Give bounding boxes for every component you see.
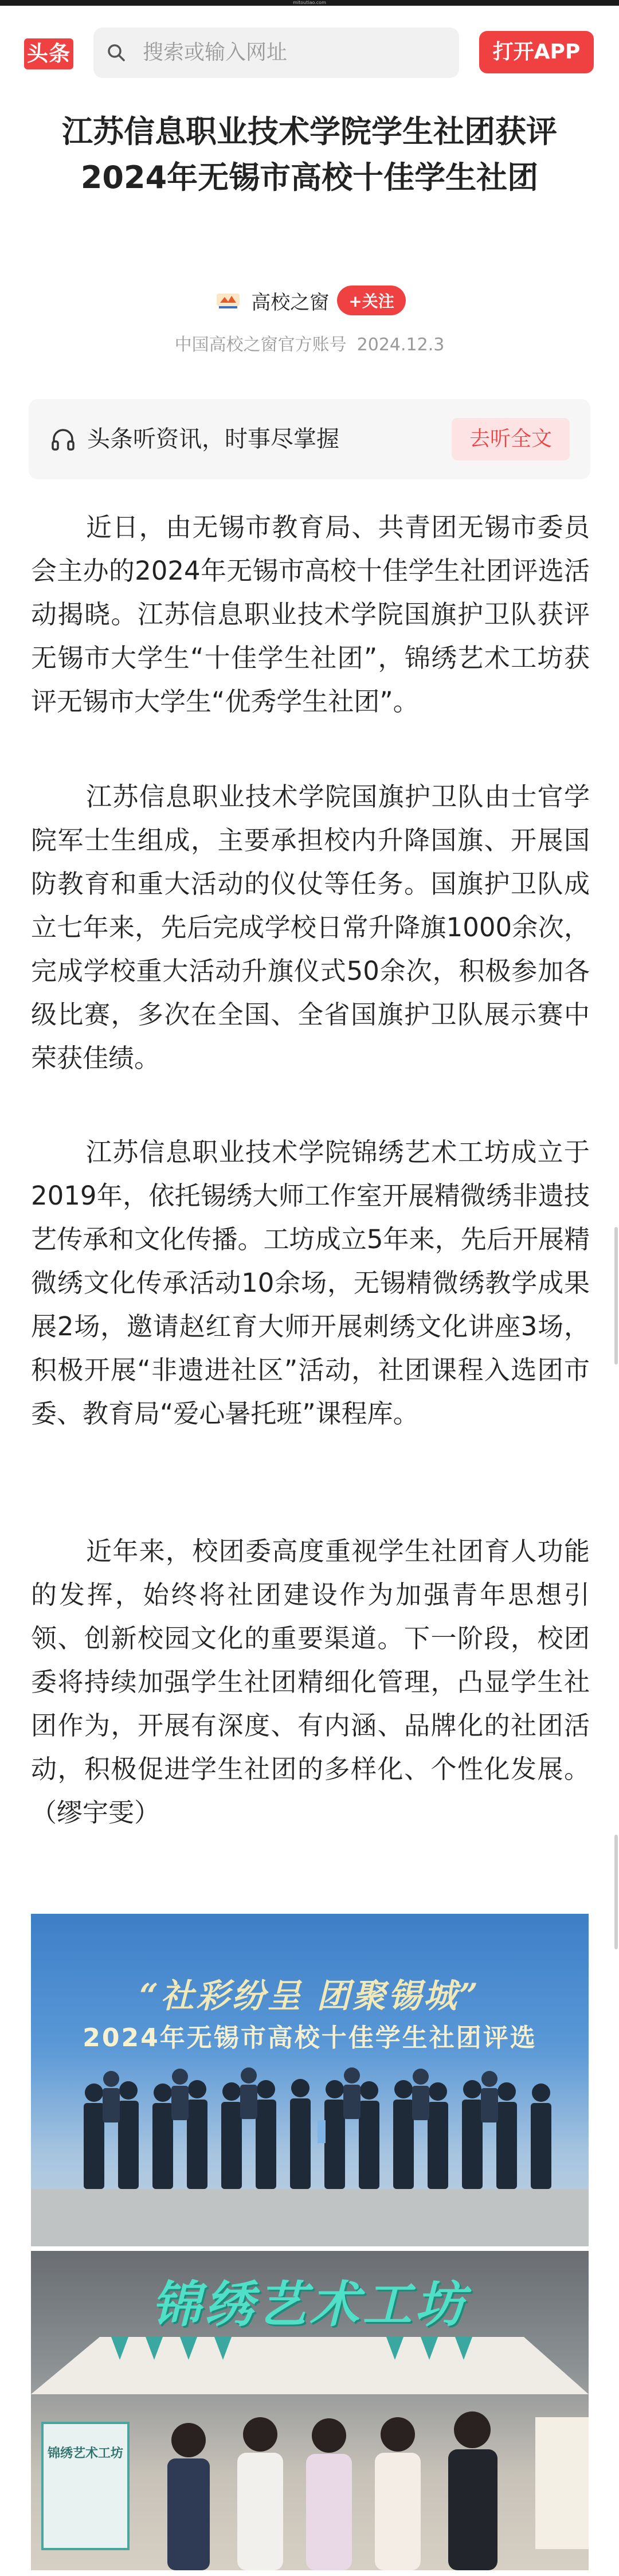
follow-button[interactable]: +关注 bbox=[337, 286, 405, 315]
search-placeholder: 搜索或输入网址 bbox=[143, 41, 288, 64]
scrollbar-track-marker bbox=[614, 1835, 618, 1949]
article-paragraph: 近日，由无锡市教育局、共青团无锡市委员会主办的2024年无锡市高校十佳学生社团评选活动揭晓。江苏信息职业技术学院国旗护卫队获评无锡市大学生“十佳学生社团”，锦绣艺术工坊获评无锡市大学生“优秀学生社团”。 bbox=[31, 512, 590, 717]
top-bar bbox=[0, 6, 619, 101]
author-row bbox=[0, 286, 619, 320]
author-name[interactable]: 高校之窗 bbox=[251, 291, 330, 314]
article-meta bbox=[0, 330, 619, 355]
photo1-banner-slogan: “社彩纷呈 团聚锡城” bbox=[139, 1976, 480, 2015]
listen-banner bbox=[29, 399, 590, 479]
search-bar[interactable] bbox=[93, 28, 459, 78]
status-bar bbox=[0, 0, 619, 6]
status-url: mitoutiao.com bbox=[293, 0, 326, 5]
toutiao-logo[interactable]: 头条 bbox=[24, 38, 73, 69]
headphones-icon bbox=[50, 427, 76, 452]
photo2-board-text: 锦绣艺术工坊 bbox=[47, 2446, 123, 2461]
flag-guard-photo[interactable] bbox=[31, 1914, 589, 2246]
article-paragraph: 江苏信息职业技术学院锦绣艺术工坊成立于2019年，依托锡绣大师工作室开展精微绣非遗技艺传承和文化传播。工坊成立5年来，先后开展精微绣文化传承活动10余场，无锡精微绣教学成果展2场，邀请赵红育大师开展刺绣文化讲座3场，积极开展“非遗进社区”活动，社团课程入选团市委、教育局“爱心暑托班”课程库。 bbox=[31, 1137, 590, 1429]
scrollbar-thumb[interactable] bbox=[614, 1227, 618, 1365]
open-app-button[interactable]: 打开APP bbox=[479, 31, 594, 73]
source-label: 中国高校之窗官方账号 bbox=[174, 335, 347, 355]
search-icon bbox=[106, 42, 127, 63]
article-paragraph: 近年来，校团委高度重视学生社团育人功能的发挥，始终将社团建设作为加强青年思想引领、创新校园文化的重要渠道。下一阶段，校团委将持续加强学生社团精细化管理，凸显学生社团作为，开展有深度、有内涵、品牌化的社团活动，积极促进学生社团的多样化、个性化发展。（缪宇雯） bbox=[31, 1536, 590, 1828]
photo2-sign: 锦绣艺术工坊 bbox=[151, 2276, 468, 2333]
listen-text: 头条听资讯，时事尽掌握 bbox=[87, 426, 339, 452]
listen-full-button[interactable]: 去听全文 bbox=[452, 418, 570, 460]
photo1-banner-title: 2024年无锡市高校十佳学生社团评选 bbox=[83, 2023, 537, 2053]
avatar[interactable] bbox=[213, 289, 243, 312]
flag-guard-scene bbox=[31, 1914, 589, 2246]
article-title: 江苏信息职业技术学院学生社团获评2024年无锡市高校十佳学生社团 bbox=[62, 114, 557, 196]
workshop-photo[interactable] bbox=[31, 2251, 589, 2570]
publish-date: 2024.12.3 bbox=[356, 335, 445, 355]
article-paragraph: 江苏信息职业技术学院国旗护卫队由士官学院军士生组成，主要承担校内升降国旗、开展国防教育和重大活动的仪仗等任务。国旗护卫队成立七年来，先后完成学校日常升降旗1000余次，完成学校重大活动升旗仪式50余次，积极参加各级比赛，多次在全国、全省国旗护卫队展示赛中荣获佳绩。 bbox=[31, 781, 590, 1073]
